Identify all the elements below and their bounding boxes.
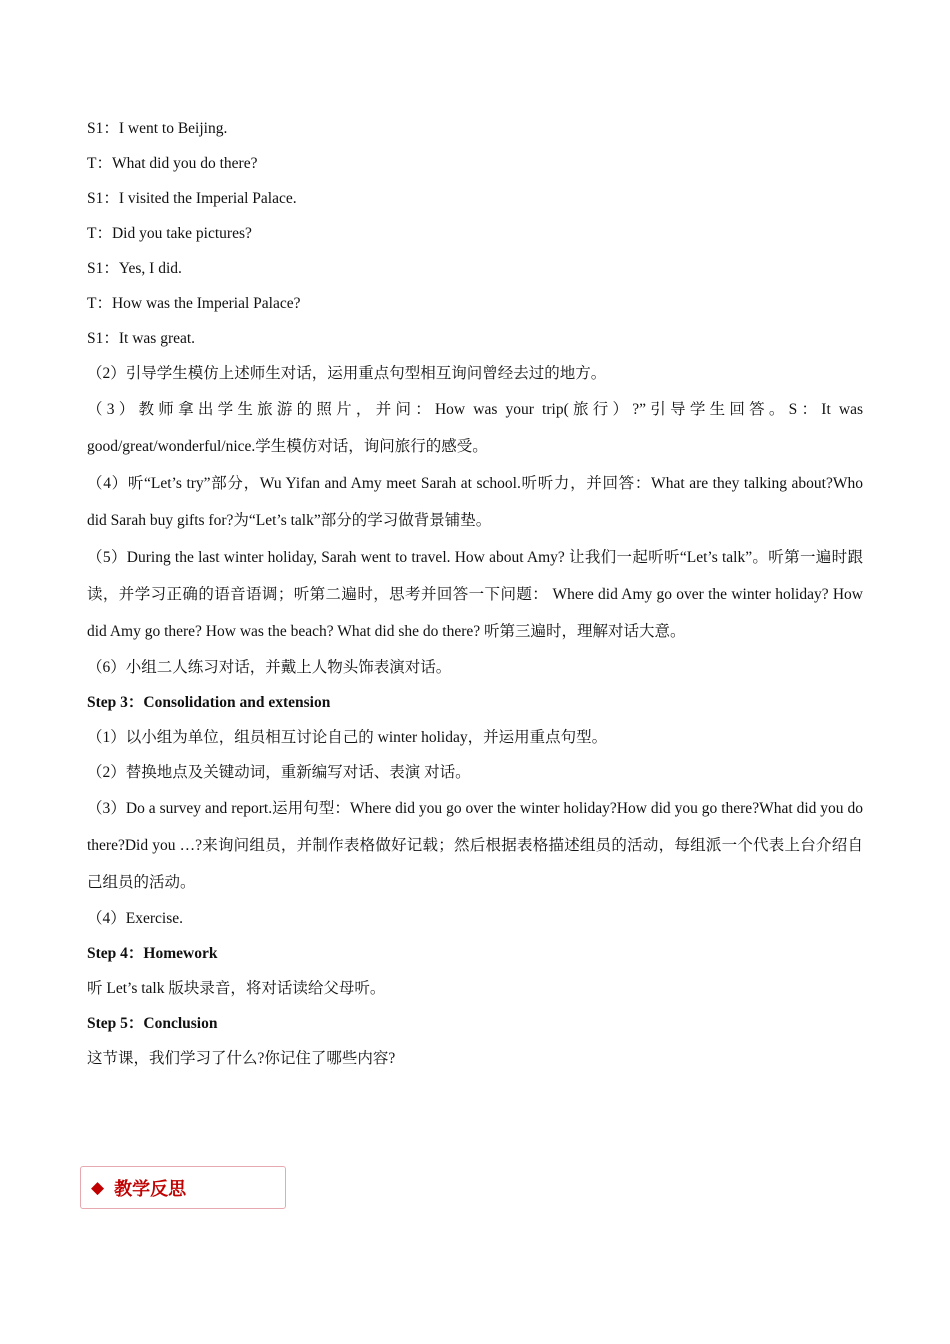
step2-item-2: （2）引导学生模仿上述师生对话，运用重点句型相互询问曾经去过的地方。: [87, 365, 607, 382]
dialogue-line: T：How was the Imperial Palace?: [87, 295, 301, 312]
step2-item-3: （3）教师拿出学生旅游的照片，并问：How was your trip(旅行）?”引导学生回答。S：It was good/great/wonderful/nice.学生模仿对话，询问旅行的感受。: [87, 401, 863, 455]
dialogue-line: S1：I visited the Imperial Palace.: [87, 190, 297, 207]
step3-item-3: （3）Do a survey and report.运用句型：Where did you go over the winter holiday?How did you go there?What did you do there?Did you …?来询问组员，并制作表格做好记载；然后根据表格描述组员的活动，每组派一个代表上台介绍自己组员的活动。: [87, 800, 863, 891]
step5-heading: Step 5：Conclusion: [87, 1015, 218, 1032]
section-title: 教学反思: [114, 1178, 187, 1200]
step4-text: 听 Let’s talk 版块录音，将对话读给父母听。: [87, 980, 386, 997]
document-body: [87, 111, 863, 1076]
dialogue-line: T：What did you do there?: [87, 155, 258, 172]
step3-item-1: （1）以小组为单位，组员相互讨论自己的 winter holiday，并运用重点句型。: [87, 729, 608, 746]
step5-text: 这节课，我们学习了什么?你记住了哪些内容?: [87, 1050, 396, 1067]
step3-heading: Step 3：Consolidation and extension: [87, 694, 331, 711]
step3-item-4: （4）Exercise.: [87, 910, 183, 927]
step2-item-5: （5）During the last winter holiday, Sarah went to travel. How about Amy? 让我们一起听听“Let’s talk”。听第一遍时跟读，并学习正确的语音语调；听第二遍时，思考并回答一下问题： Where did Amy go over the winter holiday? How did Amy go there? How was the beach? What did she do there? 听第三遍时，理解对话大意。: [87, 549, 863, 640]
dialogue-line: T：Did you take pictures?: [87, 225, 252, 242]
section-title-box: [80, 1166, 286, 1209]
step2-item-4: （4）听“Let’s try”部分，Wu Yifan and Amy meet Sarah at school.听听力，并回答：What are they talking about?Who did Sarah buy gifts for?为“Let’s talk”部分的学习做背景铺垫。: [87, 475, 863, 529]
dialogue-line: S1：It was great.: [87, 330, 196, 347]
diamond-icon: ◆: [91, 1177, 105, 1197]
step2-item-6: （6）小组二人练习对话，并戴上人物头饰表演对话。: [87, 659, 452, 676]
step4-heading: Step 4：Homework: [87, 945, 218, 962]
dialogue-line: S1：Yes, I did.: [87, 260, 182, 277]
step3-item-2: （2）替换地点及关键动词，重新编写对话、表演 对话。: [87, 764, 471, 781]
dialogue-line: S1：I went to Beijing.: [87, 120, 228, 137]
